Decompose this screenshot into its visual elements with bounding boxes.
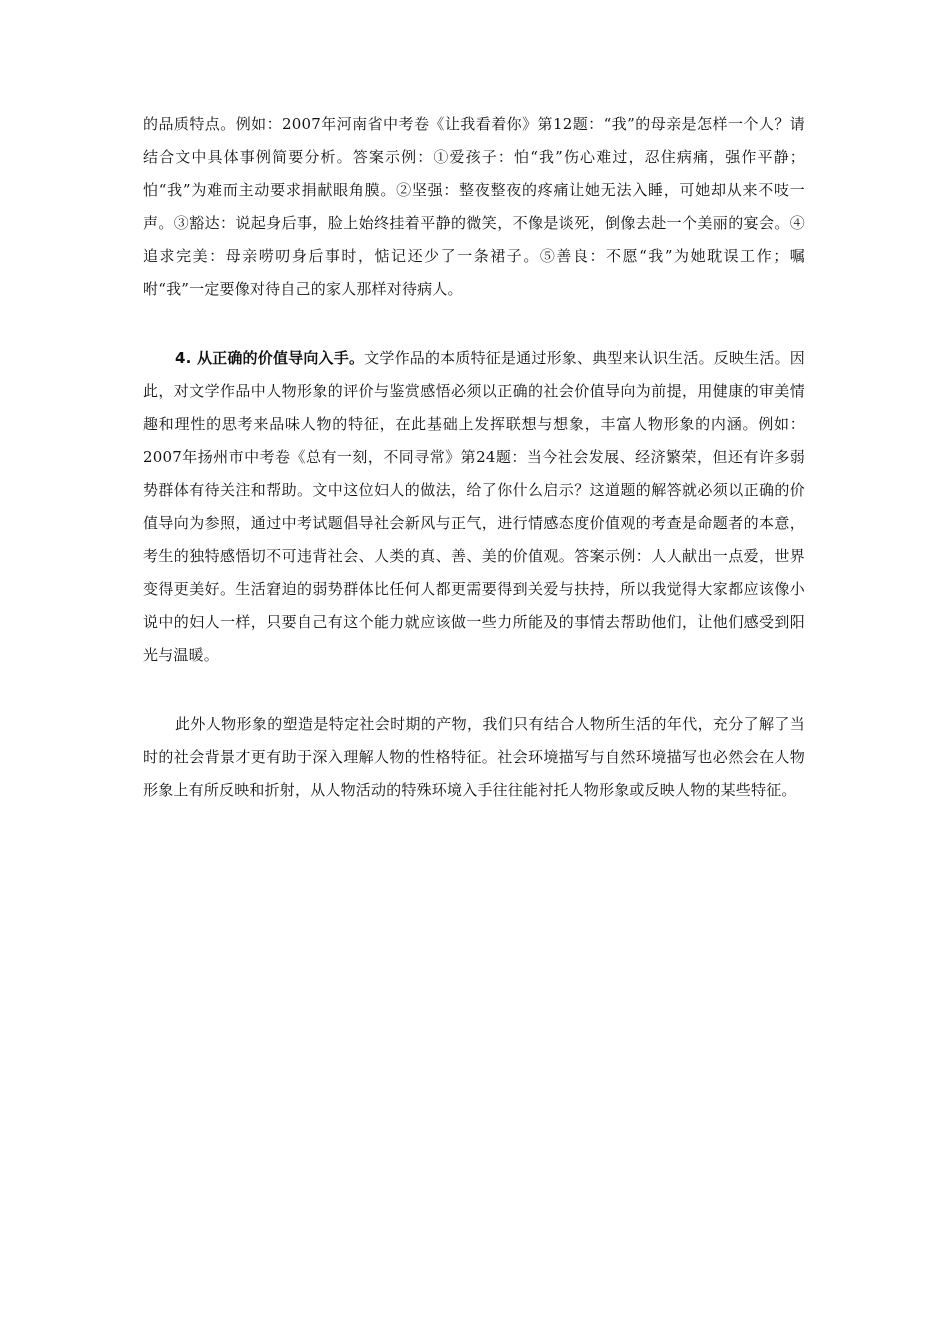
- paragraph-character-traits-example: 的品质特点。例如：2007年河南省中考卷《让我看着你》第12题：“我”的母亲是怎样一个人？请结合文中具体事例简要分析。答案示例：①爱孩子：怕“我”伤心难过，忍住病痛，强作平静；怕“我”为难而主动要求捐献眼角膜。②坚强：整夜整夜的疼痛让她无法入睡，可她却从来不吱一声。③豁达：说起身后事，脸上始终挂着平静的微笑，不像是谈死，倒像去赴一个美丽的宴会。④追求完美：母亲唠叨身后事时，惦记还少了一条裙子。⑤善良：不愿“我”为她耽误工作；嘱咐“我”一定要像对待自己的家人那样对待病人。: [143, 115, 805, 298]
- document-body: [143, 108, 805, 807]
- paragraph-social-background: 此外人物形象的塑造是特定社会时期的产物，我们只有结合人物所生活的年代，充分了解了当时的社会背景才更有助于深入理解人物的性格特征。社会环境描写与自然环境描写也必然会在人物形象上有所反映和折射，从人物活动的特殊环境入手往往能衬托人物形象或反映人物的某些特征。: [143, 715, 805, 799]
- paragraph-value-orientation: [143, 342, 805, 672]
- paragraph-value-orientation-body: 文学作品的本质特征是通过形象、典型来认识生活。反映生活。因此，对文学作品中人物形象的评价与鉴赏感悟必须以正确的社会价值导向为前提，用健康的审美情趣和理性的思考来品味人物的特征，在此基础上发挥联想与想象，丰富人物形象的内涵。例如：2007年扬州市中考卷《总有一刻，不同寻常》第24题：当今社会发展、经济繁荣，但还有许多弱势群体有待关注和帮助。文中这位妇人的做法，给了你什么启示？这道题的解答就必须以正确的价值导向为参照，通过中考试题倡导社会新风与正气，进行情感态度价值观的考查是命题者的本意，考生的独特感悟切不可违背社会、人类的真、善、美的价值观。答案示例：人人献出一点爱，世界变得更美好。生活窘迫的弱势群体比任何人都更需要得到关爱与扶持，所以我觉得大家都应该像小说中的妇人一样，只要自己有这个能力就应该做一些力所能及的事情去帮助他们，让他们感受到阳光与温暖。: [143, 349, 805, 664]
- section-heading-4: 4. 从正确的价值导向入手。: [175, 349, 365, 367]
